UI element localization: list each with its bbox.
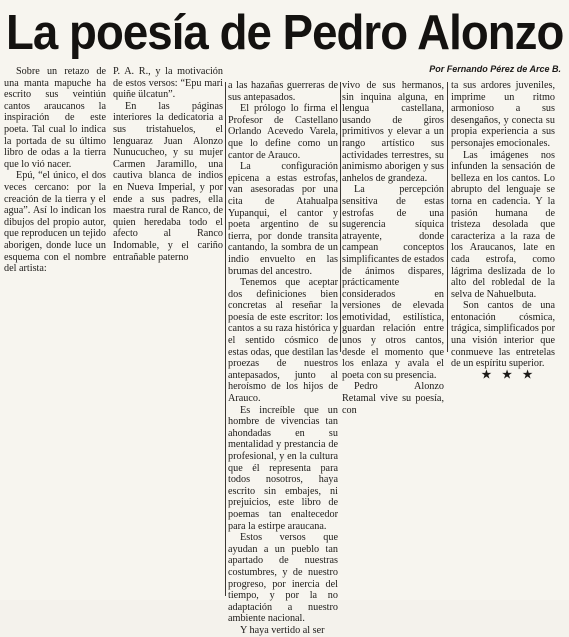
paragraph: Epú, “el único, el dos veces cercano: por la creación de la tierra y el agua”. Así lo indican los dibujos del propio autor, que reproducen un tejido aborigen, donde luce un esquema con el nombre del artista: (4, 170, 106, 275)
column-rule (225, 82, 226, 596)
paragraph: Estos versos que ayudan a un pueblo tan apartado de nuestras costumbres, y de nuestro progreso, por inercia del tiempo, y por la no adaptación a nuestro ambiente nacional. (228, 532, 338, 625)
column-rule (340, 82, 341, 352)
column-2 (113, 66, 223, 263)
paragraph: El prólogo lo firma el Profesor de Castellano Orlando Acevedo Varela, que lo define como un cantor de Arauco. (228, 103, 338, 161)
column-5 (451, 80, 555, 381)
byline: Por Fernando Pérez de Arce B. (429, 64, 561, 74)
paragraph: Sobre un retazo de una manta mapuche ha escrito sus veintiún cantos araucanos la inspiración de este poeta. Tal cual lo indica la portada de su último libro de odas a la tierra que lo vió nacer. (4, 66, 106, 170)
column-rule (447, 82, 448, 352)
paragraph: En las páginas interiores la dedicatoria a sus tristahuelos, el lenguaraz Juan Alonzo Nunucucheo, y su mujer Carmen Jaramillo, una cautiva blanca de indios en Nueva Imperial, y por ende a sus padres, ella maestra rural de Ranco, de quien heredaba todo el afecto al Ranco Indomable, y el cariño entrañable paterno (113, 100, 223, 263)
paragraph: Las imágenes nos infunden la sensación de belleza en los cantos. Lo abrupto del lenguaje se torna en cadencia. Y la pasión humana de tristeza desolada que caracteriza a la raza de los Araucanos, late en cada estrofa, como lágrima deslizada de lo alto del robledal de la selva de Nahuelbuta. (451, 149, 555, 300)
paragraph: Tenemos que aceptar dos definiciones bien concretas al reseñar la poesía de este escritor: los cantos a su raza histórica y el sentido cósmico de estas odas, que destilan las proezas de nuestros antepasados, junto al heroísmo de los hijos de Arauco. (228, 277, 338, 405)
paragraph: La percepción sensitiva de estas estrofas de una sugerencia síquica atrayente, donde campean conceptos simplificantes de estados de ánimos dispares, prácticamente considerados en versiones de elevada emotividad, estilística, guardan relación entre unos y otros cantos, desde el momento que los enlaza y avala el poeta con su presencia. (342, 184, 444, 381)
headline: La poesía de Pedro Alonzo (6, 6, 564, 60)
paragraph: P. A. R., y la motivación de estos versos: “Epu mari quiñe ülcatun”. (113, 66, 223, 101)
paragraph: Pedro Alonzo Retamal vive su poesía, con (342, 381, 444, 416)
paragraph: a las hazañas guerreras de sus antepasados. (228, 80, 338, 103)
paragraph: Es increíble que un hombre de vivencias tan ahondadas en su mentalidad y prestancia de profesional, y en la cultura que él representa para todos nosotros, haya escrito sin embajes, ni prejuicios, este libro de poemas tan enaltecedor para la estirpe araucana. (228, 404, 338, 532)
paragraph: La configuración epicena a estas estrofas, van asesoradas por una cita de Atahualpa Yupanqui, el cantor y poeta argentino de su tierra, por donde transita cantando, la sombra de un indio envuelto en las brumas del ancestro. (228, 161, 338, 277)
stars-ornament: ★ ★ ★ (481, 368, 537, 381)
paragraph: vivo de sus hermanos, sin inquina alguna, en lengua castellana, usando de giros primitivos y elevar a un rango artístico sus actividades terrestres, su animismo aborigen y sus anhelos de grandeza. (342, 80, 444, 184)
paragraph: ta sus ardores juveniles, imprime un ritmo armonioso a sus desengaños, y conecta su propia experiencia a sus personajes emocionales. (451, 80, 555, 149)
column-3 (228, 80, 338, 636)
paragraph: Y haya vertido al ser (240, 624, 325, 636)
column-4 (342, 80, 444, 416)
column-1 (4, 66, 106, 275)
paragraph: Son cantos de una entonación cósmica, trágica, simplificados por una visión interior que conmueve las entretelas de un espíritu superior. (451, 300, 555, 370)
